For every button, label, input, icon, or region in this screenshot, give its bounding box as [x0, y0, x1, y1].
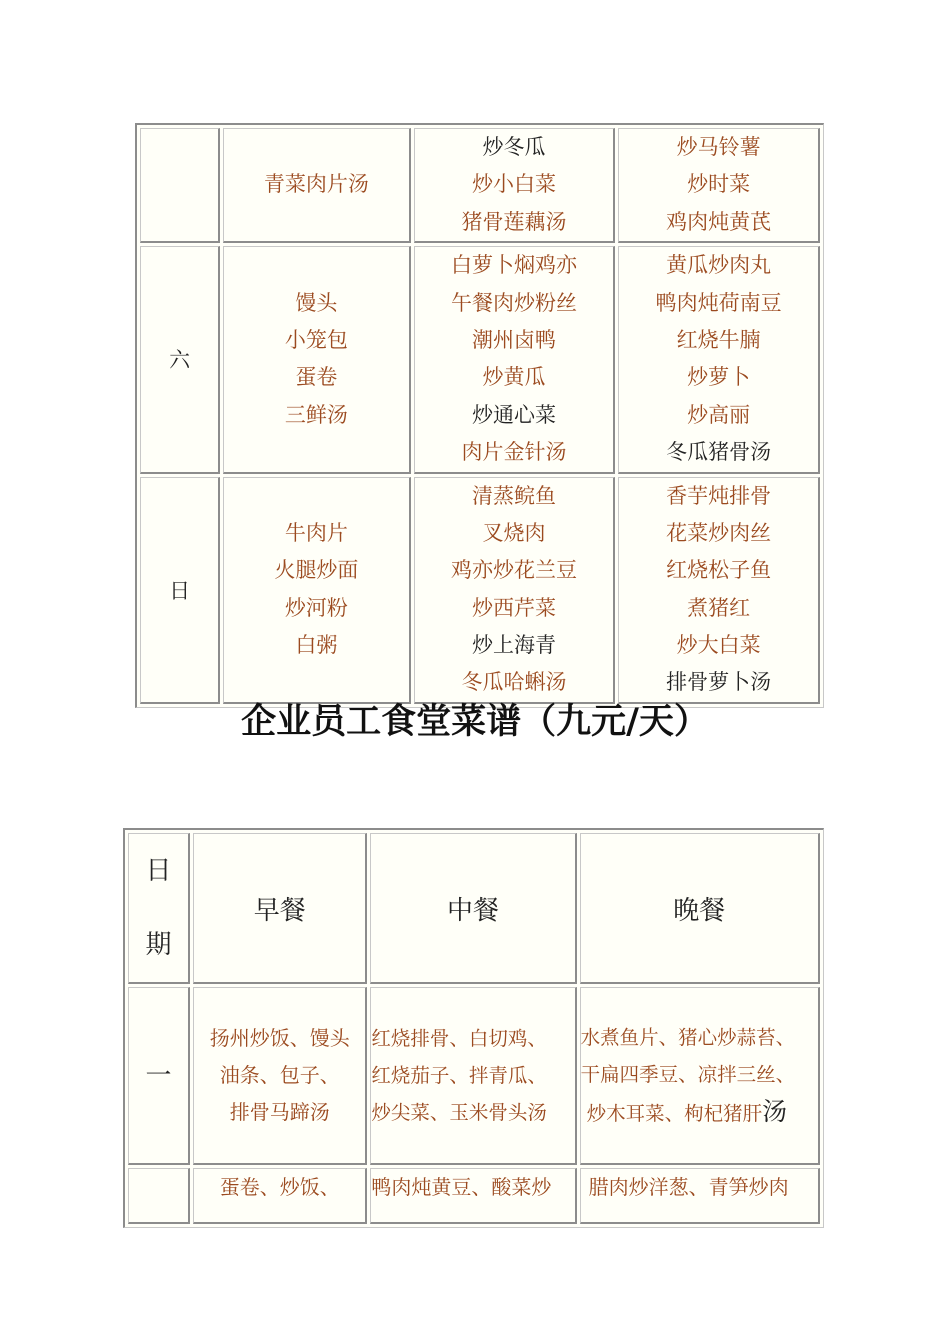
- date-header: [128, 833, 190, 984]
- menu-line: 扬州炒饭、馒头: [209, 1026, 350, 1050]
- menu-text: 炒木耳菜、枸杞猪肝: [586, 1102, 763, 1125]
- menu-item: 蛋卷: [295, 365, 338, 390]
- breakfast-cell: [223, 246, 410, 473]
- menu-table-continued: [135, 123, 824, 708]
- menu-item: 叉烧肉: [482, 520, 546, 545]
- menu-item: 火腿炒面: [274, 558, 359, 583]
- menu-item: 鸡亦炒花兰豆: [450, 558, 577, 583]
- menu-item: 冬瓜哈蝌汤: [461, 670, 567, 695]
- breakfast-header: 早餐: [193, 833, 367, 984]
- page-title: 企业员工食堂菜谱（九元/天）: [241, 701, 709, 742]
- menu-item: 白萝卜焖鸡亦: [450, 253, 577, 278]
- menu-item: 香芋炖排骨: [666, 483, 772, 508]
- menu-item: 炒冬瓜: [482, 135, 546, 159]
- menu-table: [123, 828, 824, 1228]
- menu-item: 炒上海青: [471, 633, 556, 658]
- menu-item: 炒时菜: [687, 172, 751, 197]
- menu-item: 白粥: [295, 633, 338, 658]
- menu-line: 油条、包子、: [219, 1063, 340, 1087]
- dinner-cell: [618, 128, 820, 243]
- menu-line: 干扁四季豆、凉拌三丝、: [580, 1063, 796, 1086]
- menu-item: 青菜肉片汤: [263, 172, 369, 197]
- menu-line: 水煮鱼片、猪心炒蒜苔、: [580, 1026, 796, 1049]
- day-cell: [140, 128, 220, 243]
- menu-item: 清蒸鲩鱼: [471, 483, 556, 508]
- menu-item: 冬瓜猪骨汤: [666, 440, 772, 465]
- menu-item: 炒高丽: [687, 402, 751, 427]
- menu-text-large: 汤: [762, 1097, 788, 1126]
- menu-item: 牛肉片: [284, 520, 348, 545]
- menu-item: 炒大白菜: [676, 633, 761, 658]
- dinner-header: 晚餐: [580, 833, 820, 984]
- menu-item: 煮猪红: [687, 595, 751, 620]
- table-row: [140, 246, 820, 473]
- menu-item: 炒小白菜: [471, 172, 556, 197]
- header-row: [128, 833, 820, 984]
- menu-item: 炒通心菜: [471, 402, 556, 427]
- menu-item: 红烧松子鱼: [666, 558, 772, 583]
- lunch-header: 中餐: [370, 833, 576, 984]
- day-cell: [128, 1168, 190, 1224]
- dinner-cell: [618, 477, 820, 704]
- date-header-line: 日: [145, 856, 172, 886]
- menu-line: 红烧茄子、拌青瓜、: [371, 1064, 547, 1087]
- lunch-cell: [370, 987, 576, 1165]
- lunch-cell: [414, 477, 616, 704]
- menu-item: 鸭肉炖荷南豆: [655, 290, 782, 315]
- menu-item: 午餐肉炒粉丝: [450, 290, 577, 315]
- menu-item: 潮州卤鸭: [471, 327, 556, 352]
- table-row: [128, 1168, 820, 1224]
- dinner-cell: 腊肉炒洋葱、青笋炒肉: [580, 1168, 820, 1224]
- table-row: [140, 477, 820, 704]
- menu-item: 炒河粉: [284, 595, 348, 620]
- menu-item: 小笼包: [284, 327, 348, 352]
- menu-item: 肉片金针汤: [461, 440, 567, 465]
- lunch-cell: [414, 246, 616, 473]
- menu-item: 炒萝卜: [687, 365, 751, 390]
- menu-item: 黄瓜炒肉丸: [666, 253, 772, 278]
- menu-item: 花菜炒肉丝: [666, 520, 772, 545]
- dinner-cell: [580, 987, 820, 1165]
- menu-item: 排骨萝卜汤: [666, 670, 772, 695]
- menu-item: 三鲜汤: [284, 402, 348, 427]
- breakfast-cell: [193, 987, 367, 1165]
- day-cell: 一: [128, 987, 190, 1165]
- table-row: [128, 987, 820, 1165]
- menu-item: 炒黄瓜: [482, 365, 546, 390]
- menu-line: 炒尖菜、玉米骨头汤: [371, 1101, 547, 1124]
- day-cell: 六: [140, 246, 220, 473]
- breakfast-cell: [223, 477, 410, 704]
- table-row: [140, 128, 820, 243]
- dinner-cell: [618, 246, 820, 473]
- lunch-cell: 鸭肉炖黄豆、酸菜炒: [370, 1168, 576, 1224]
- menu-item: 鸡肉炖黄芪: [666, 209, 772, 234]
- breakfast-cell: [223, 128, 410, 243]
- menu-item: 馒头: [295, 290, 338, 315]
- breakfast-cell: 蛋卷、炒饭、: [193, 1168, 367, 1224]
- day-cell: 日: [140, 477, 220, 704]
- lunch-cell: [414, 128, 616, 243]
- menu-item: 猪骨莲藕汤: [461, 209, 567, 234]
- menu-line: 红烧排骨、白切鸡、: [371, 1027, 547, 1050]
- menu-item: 炒西芹菜: [471, 595, 556, 620]
- menu-line: [581, 1093, 818, 1132]
- date-header-line: 期: [145, 930, 172, 960]
- menu-line: 排骨马蹄汤: [229, 1100, 330, 1124]
- menu-item: 红烧牛腩: [676, 327, 761, 352]
- menu-item: 炒马铃薯: [676, 135, 761, 159]
